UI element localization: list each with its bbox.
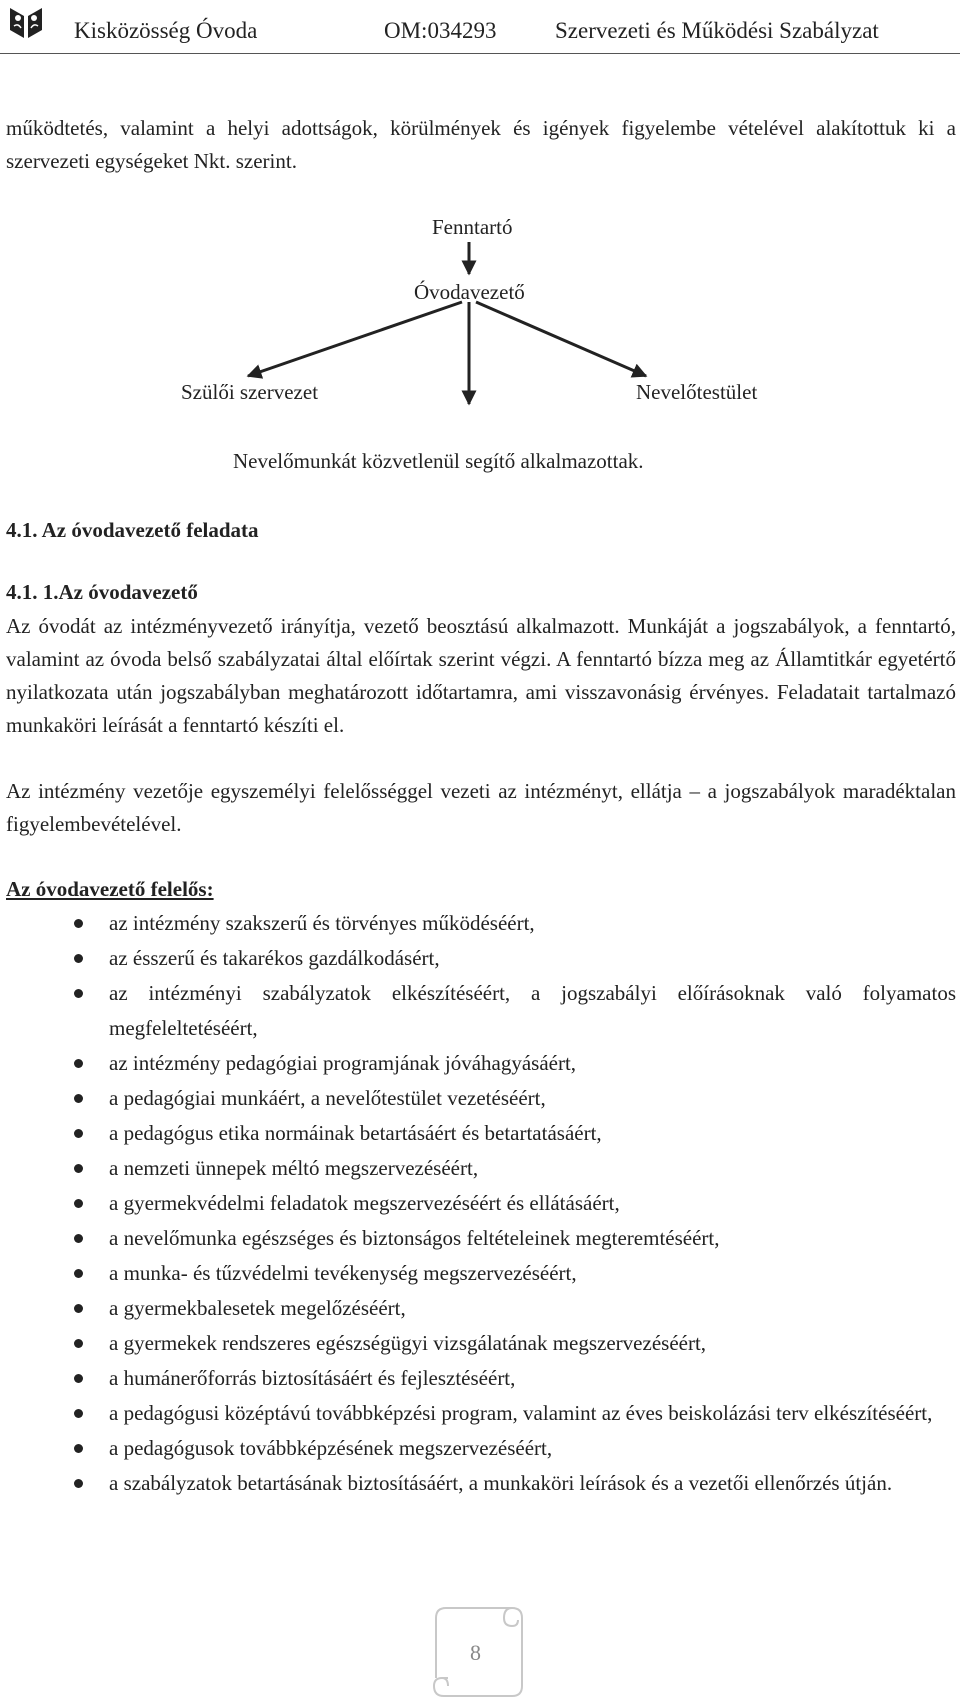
responsibility-list	[6, 906, 956, 1501]
header-document-title: Szervezeti és Működési Szabályzat	[555, 18, 879, 43]
list-item: a humánerőforrás biztosításáért és fejlesztéséért,	[6, 1361, 956, 1396]
org-node-segito-alkalmazottak: Nevelőmunkát közvetlenül segítő alkalmazottak.	[233, 449, 644, 473]
list-item: a nemzeti ünnepek méltó megszervezéséért,	[6, 1151, 956, 1186]
list-item: a pedagógusok továbbképzésének megszervezéséért,	[6, 1431, 956, 1466]
page-number: 8	[470, 1640, 481, 1665]
list-item: az intézmény szakszerű és törvényes működéséért,	[6, 906, 956, 941]
responsibility-heading: Az óvodavezető felelős:	[6, 877, 214, 901]
list-item: a szabályzatok betartásának biztosításáért, a munkaköri leírások és a vezetői ellenőrzés útján.	[6, 1466, 956, 1501]
list-item: a pedagógus etika normáinak betartásáért és betartatásáért,	[6, 1116, 956, 1151]
page-number-badge	[414, 1604, 540, 1700]
list-item: az intézményi szabályzatok elkészítéséért, a jogszabályi előírásoknak való folyamatos megfeleltetéséért,	[6, 976, 956, 1046]
org-node-nevelotestulet: Nevelőtestület	[636, 380, 758, 404]
org-node-szuloi-szervezet: Szülői szervezet	[181, 380, 319, 404]
paragraph-2: Az intézmény vezetője egyszemélyi felelősséggel vezeti az intézményt, ellátja – a jogszabályok maradéktalan figyelembevételével.	[6, 779, 956, 836]
list-item: a pedagógusi középtávú továbbképzési program, valamint az éves beiskolázási terv elkészítéséért,	[6, 1396, 956, 1431]
arrow-head-to-parents	[248, 302, 462, 376]
org-node-ovodavezeto: Óvodavezető	[414, 280, 525, 304]
arrow-head-to-staff	[476, 302, 646, 376]
intro-paragraph: működtetés, valamint a helyi adottságok, körülmények és igények figyelembe vételével alakítottuk ki a szervezeti egységeket Nkt. szerint.	[6, 116, 956, 173]
header-om-code: OM:034293	[384, 18, 497, 43]
subsection-title: 4.1. 1.Az óvodavezető	[6, 580, 198, 604]
list-item: az intézmény pedagógiai programjának jóváhagyásáért,	[6, 1046, 956, 1081]
list-item: az ésszerű és takarékos gazdálkodásért,	[6, 941, 956, 976]
list-item: a gyermekvédelmi feladatok megszervezéséért és ellátásáért,	[6, 1186, 956, 1221]
paragraph-1: Az óvodát az intézményvezető irányítja, vezető beosztású alkalmazott. Munkáját a jogszabályok, a fenntartó, valamint az óvoda belső szabályzatai által előírtak szerint végzi. A fenntartó bízza meg az Államtitkár egyetértő nyilatkozata után jogszabályban meghatározott időtartamra, ami visszavonásig érvényes. Feladatait tartalmazó munkaköri leírását a fenntartó készíti el.	[6, 614, 956, 737]
list-item: a munka- és tűzvédelmi tevékenység megszervezéséért,	[6, 1256, 956, 1291]
org-node-fenntarto: Fenntartó	[432, 215, 513, 239]
list-item: a gyermekbalesetek megelőzéséért,	[6, 1291, 956, 1326]
list-item: a gyermekek rendszeres egészségügyi vizsgálatának megszervezéséért,	[6, 1326, 956, 1361]
header-school-name: Kisközösség Óvoda	[74, 18, 258, 43]
list-item: a pedagógiai munkáért, a nevelőtestület vezetéséért,	[6, 1081, 956, 1116]
section-title: 4.1. Az óvodavezető feladata	[6, 518, 259, 542]
list-item: a nevelőmunka egészséges és biztonságos feltételeinek megteremtéséért,	[6, 1221, 956, 1256]
